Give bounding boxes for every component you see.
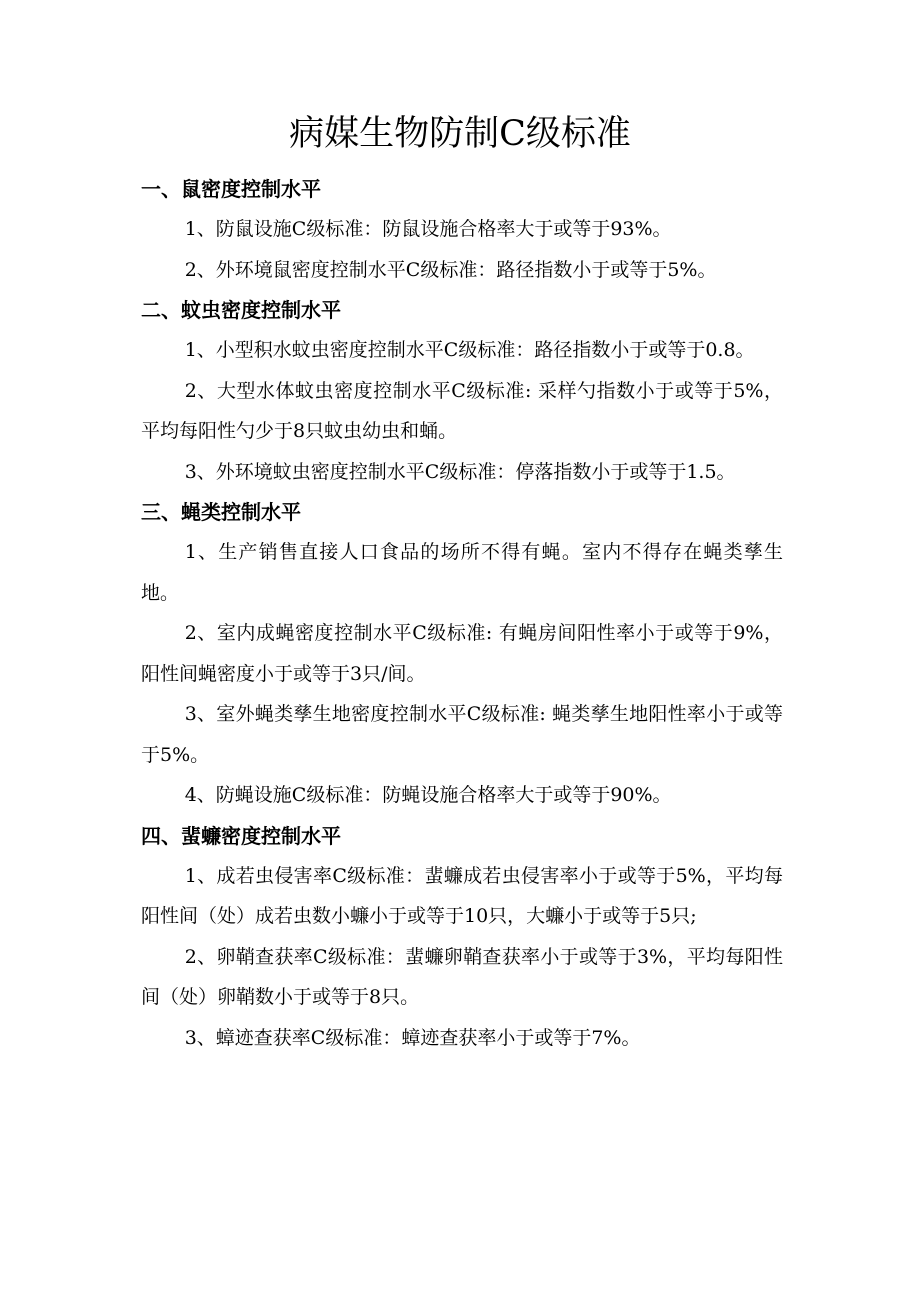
- paragraph: 2、卵鞘查获率C级标准：蜚蠊卵鞘查获率小于或等于3%，平均每阳性间（处）卵鞘数小于或等于8只。: [141, 945, 783, 1008]
- paragraph: 1、生产销售直接人口食品的场所不得有蝇。室内不得存在蝇类孳生地。: [141, 541, 783, 604]
- paragraph: 2、大型水体蚊虫密度控制水平C级标准: 采样勺指数小于或等于5%，平均每阳性勺少于8只蚊虫幼虫和蛹。: [141, 379, 783, 442]
- paragraph: 3、室外蝇类孳生地密度控制水平C级标准: 蝇类孳生地阳性率小于或等于5%。: [141, 703, 783, 766]
- paragraph: 2、室内成蝇密度控制水平C级标准: 有蝇房间阳性率小于或等于9%，阳性间蝇密度小于或等于3只/间。: [141, 622, 783, 685]
- paragraph: 1、防鼠设施C级标准：防鼠设施合格率大于或等于93%。: [184, 218, 672, 240]
- section-heading: 四、蜚蠊密度控制水平: [141, 823, 341, 848]
- paragraph: 1、成若虫侵害率C级标准：蜚蠊成若虫侵害率小于或等于5%，平均每阳性间（处）成若虫数小蠊小于或等于10只，大蠊小于或等于5只;: [141, 864, 783, 927]
- section-cockroach-density: [141, 816, 783, 1059]
- section-heading: 三、蝇类控制水平: [141, 500, 301, 524]
- paragraph: 3、外环境蚊虫密度控制水平C级标准：停落指数小于或等于1.5。: [184, 460, 736, 483]
- section-heading: 二、蚊虫密度控制水平: [141, 298, 341, 322]
- document-title: 病媒生物防制C级标准: [289, 114, 631, 154]
- section-heading: 一、鼠密度控制水平: [141, 177, 321, 201]
- section-rat-density: [141, 169, 783, 290]
- paragraph: 1、小型积水蚊虫密度控制水平C级标准：路径指数小于或等于0.8。: [184, 339, 755, 361]
- document-body: [141, 169, 783, 1058]
- section-fly-control: [141, 492, 783, 816]
- paragraph: 4、防蝇设施C级标准：防蝇设施合格率大于或等于90%。: [184, 784, 672, 806]
- section-mosquito-density: [141, 290, 783, 492]
- paragraph: 2、外环境鼠密度控制水平C级标准：路径指数小于或等于5%。: [184, 258, 717, 281]
- paragraph: 3、蟑迹查获率C级标准：蟑迹查获率小于或等于7%。: [184, 1026, 641, 1049]
